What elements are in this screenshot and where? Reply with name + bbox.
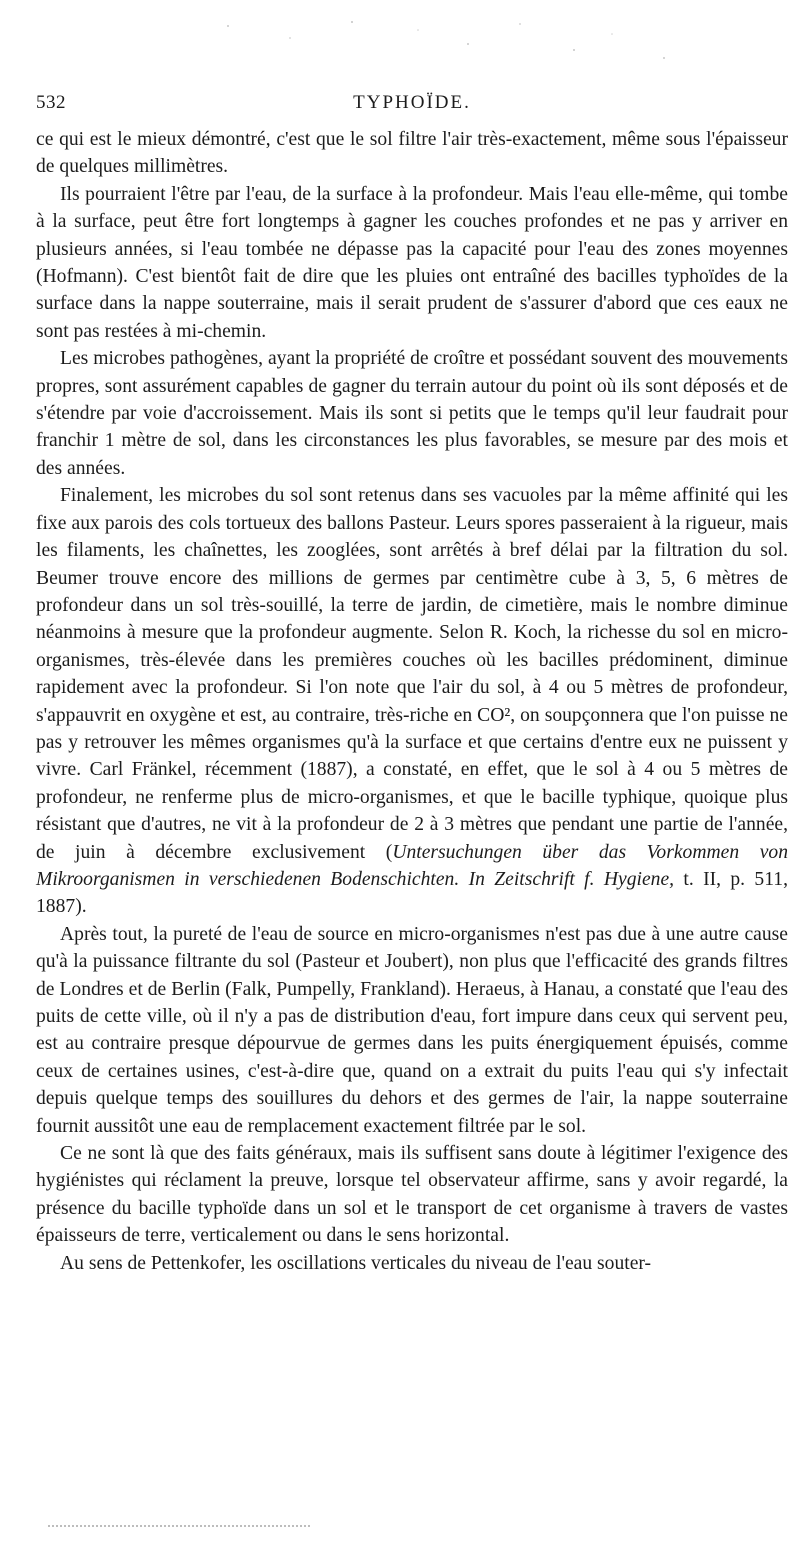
- page-number: 532: [36, 92, 66, 113]
- scan-specks: [0, 0, 800, 70]
- citation-reference: t. II, p. 511, 1887).: [36, 868, 788, 918]
- body-text: [36, 126, 788, 1277]
- paragraph-4-text: Finalement, les microbes du sol sont retenus dans ses vacuoles par la même affinité qui les fixe aux parois des cols tortueux des ballons Pasteur. Leurs spores passeraient à la rigueur, mais les filaments, les chaînettes, les zooglées, sont arrêtés à bref délai par la filtration du sol. Beumer trouve encore des millions de germes par centimètre cube à 3, 5, 6 mètres de profondeur dans un sol très-souillé, la terre de jardin, de cimetière, mais le nombre diminue néanmoins à mesure que la profondeur augmente. Selon R. Koch, la richesse du sol en micro-organismes, très-élevée dans les premières couches où les bacilles prédominent, diminue rapidement avec la profondeur. Si l'on note que l'air du sol, à 4 ou 5 mètres de profondeur, s'appauvrit en oxygène et est, au contraire, très-riche en CO², on soupçonnera que l'on puisse ne pas y retrouver les mêmes organismes qu'à la surface et que certains d'entre eux ne puissent y vivre. Carl Fränkel, récemment (1887), a constaté, en effet, que le sol à 4 ou 5 mètres de profondeur, ne renferme plus de micro-organismes, et que le bacille typhique, quoique plus résistant que d'autres, ne vit à la profondeur de 2 à 3 mètres que pendant une partie de l'année, de juin à décembre exclusivement (: [36, 485, 788, 863]
- paragraph-5: Après tout, la pureté de l'eau de source en micro-organismes n'est pas due à une autre cause qu'à la puissance filtrante du sol (Pasteur et Joubert), non plus que l'efficacité des grands filtres de Londres et de Berlin (Falk, Pumpelly, Frankland). Heraeus, à Hanau, a constaté que l'eau des puits de cette ville, où il n'y a pas de distribution d'eau, fort impure dans ceux qui servent peu, est au contraire presque dépourvue de germes dans les puits énergiquement épuisés, comme ceux de certaines usines, c'est-à-dire que, quand on a extrait du puits l'eau qui s'y infectait depuis quelque temps des souillures du dehors et des germes de l'air, la nappe souterraine fournit aussitôt une eau de remplacement exactement filtrée par le sol.: [36, 923, 788, 1137]
- paragraph-2: Ils pourraient l'être par l'eau, de la surface à la profondeur. Mais l'eau elle-même, qui tombe à la surface, peut être fort longtemps à gagner les couches profondes et ne pas y arriver en plusieurs années, si l'eau tombée ne dépasse pas la capacité pour l'eau des zones moyennes (Hofmann). C'est bientôt fait de dire que les pluies ont entraîné des bacilles typhoïdes de la surface dans la nappe souterraine, mais il serait prudent de s'assurer d'abord que ces eaux ne sont pas restées à mi-chemin.: [36, 183, 788, 342]
- page-header: [36, 92, 788, 118]
- paragraph-7: Au sens de Pettenkofer, les oscillations verticales du niveau de l'eau souter-: [60, 1252, 652, 1274]
- footer-dotted-rule: [48, 1525, 310, 1527]
- paragraph-4: [36, 482, 788, 921]
- citation-title: Untersuchungen über das Vorkommen von Mikroorganismen in verschiedenen Bodenschichten. In Zeitschrift f. Hygiene,: [36, 841, 788, 890]
- running-title: TYPHOÏDE.: [353, 92, 471, 113]
- paragraph-1: ce qui est le mieux démontré, c'est que le sol filtre l'air très-exactement, même sous l'épaisseur de quelques millimètres.: [36, 129, 788, 178]
- paragraph-3: Les microbes pathogènes, ayant la propriété de croître et possédant souvent des mouvements propres, sont assurément capables de gagner du terrain autour du point où ils sont déposés et de s'étendre par voie d'accroissement. Mais ils sont si petits que le temps qu'il leur faudrait pour franchir 1 mètre de sol, dans les circonstances les plus favorables, se mesure par des mois et des années.: [36, 348, 788, 479]
- paragraph-6: Ce ne sont là que des faits généraux, mais ils suffisent sans doute à légitimer l'exigence des hygiénistes qui réclament la preuve, lorsque tel observateur affirme, sans y avoir regardé, la présence du bacille typhoïde dans un sol et le transport de cet organisme à travers de vastes épaisseurs de terre, verticalement ou dans le sens horizontal.: [36, 1143, 788, 1247]
